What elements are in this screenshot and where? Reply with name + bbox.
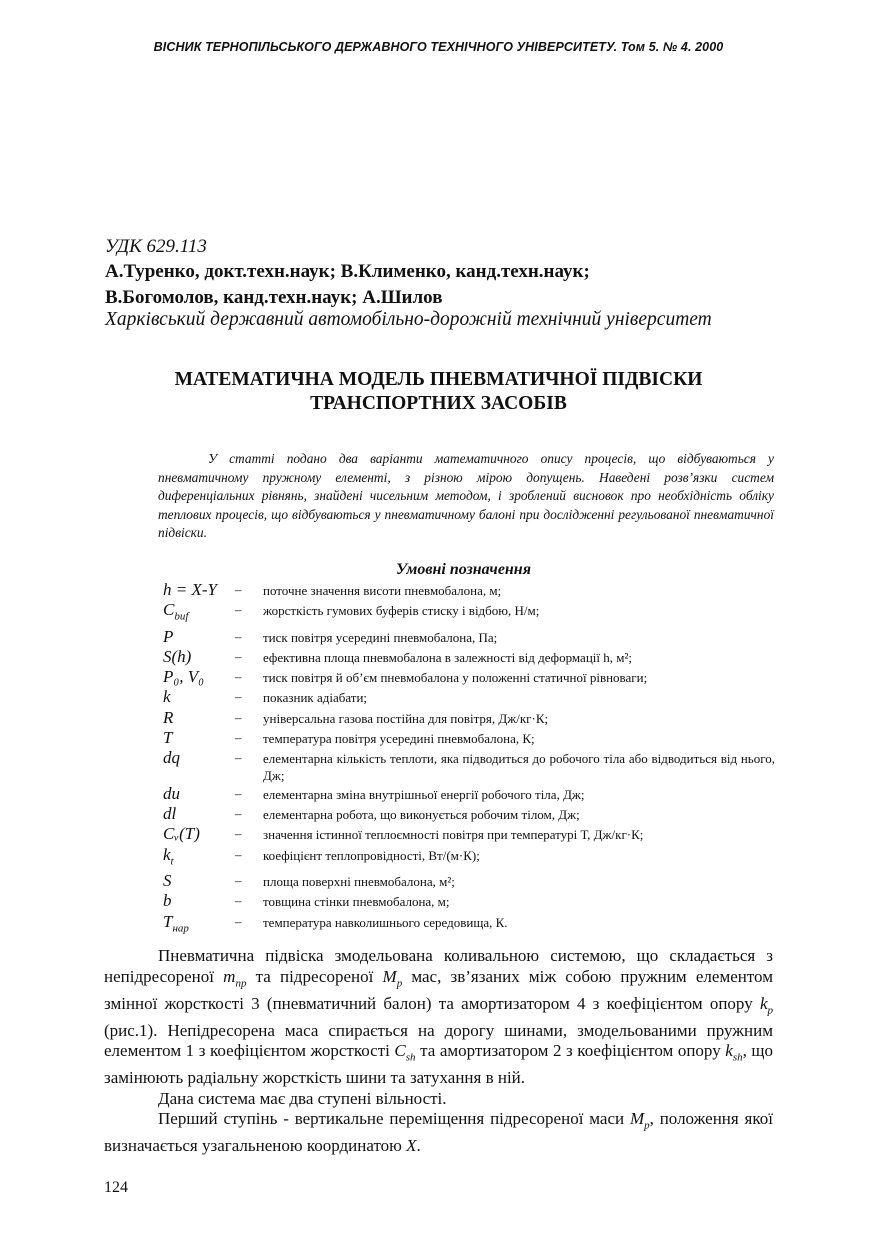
symbol-sub: p	[644, 1119, 650, 1132]
nomenclature-symbol	[163, 784, 235, 804]
symbol-base: du	[163, 784, 180, 804]
nomenclature-row	[163, 600, 775, 627]
symbol-k-sh	[725, 1041, 743, 1064]
symbol-base: S(h)	[163, 647, 192, 666]
symbol-m-np	[223, 966, 247, 989]
nomenclature-definition: ефективна площа пневмобалона в залежності від деформації h, м²;	[263, 650, 632, 665]
symbol-base: P	[163, 626, 174, 646]
body-text	[104, 946, 773, 1157]
nomenclature-dash: –	[235, 689, 242, 705]
symbol-base: k	[759, 993, 768, 1013]
udk-code: УДК 629.113	[105, 236, 207, 257]
symbol-sub: пр	[235, 976, 247, 989]
nomenclature-row	[163, 871, 775, 891]
nomenclature-symbol	[163, 804, 235, 824]
abstract: У статті подано два варіанти математичного опису процесів, що відбуваються у пневматичному пружному елементі, з різною мірою допущень. Наведені розв’язки систем диференціальних рівнянь, знайдені чисельним методом, і зроблений висновок про необхідність обліку теплових процесів, що відбуваються у пневматичному балоні при дослідженні регульованої пневматичної підвіски.	[158, 451, 774, 540]
text-span: (рис.1). Непідресорена маса спирається на дорогу шинами, змодельованими пружним елементом 1 з коефіцієнтом жорсткості	[104, 1020, 773, 1061]
symbol-base: Cᵥ(T)	[163, 824, 200, 844]
text-span: , що замінюють радіальну жорсткість шини та затухання в ній.	[104, 1041, 773, 1088]
page-number: 124	[104, 1179, 128, 1196]
nomenclature-definition: товщина стінки пневмобалона, м;	[263, 894, 450, 910]
symbol-subscript: buf	[174, 610, 189, 623]
nomenclature-symbol	[163, 845, 235, 872]
paragraph-1	[104, 946, 773, 1089]
symbol-base: M	[382, 966, 397, 986]
nomenclature-dash: –	[235, 786, 242, 802]
nomenclature-symbol	[163, 600, 235, 627]
symbol-base: k	[163, 687, 171, 707]
nomenclature-dash: –	[235, 806, 242, 822]
symbol-base: T	[163, 727, 173, 747]
nomenclature-dash: –	[235, 669, 242, 685]
nomenclature-row	[163, 804, 775, 824]
nomenclature-symbol	[163, 627, 235, 647]
nomenclature-symbol	[163, 824, 235, 844]
symbol-sub: p	[396, 976, 403, 989]
paper-title	[0, 368, 877, 416]
nomenclature-definition: тиск повітря усередині пневмобалона, Па;	[263, 629, 498, 645]
nomenclature-row	[163, 784, 775, 804]
symbol-subscript: t	[170, 855, 174, 868]
text-span: Перший ступінь - вертикальне переміщення підресореної маси	[158, 1109, 630, 1129]
symbol-base: dq	[163, 748, 180, 768]
text-span: Пневматична підвіска змодельована коливальною системою, що складається з непідресореної	[104, 946, 773, 986]
nomenclature-dash: –	[235, 628, 242, 644]
nomenclature-row	[163, 687, 775, 707]
nomenclature-row	[163, 728, 775, 748]
symbol-C-sh	[394, 1041, 416, 1064]
symbol-base: T	[163, 911, 173, 931]
symbol-base: k	[163, 844, 171, 864]
nomenclature-definition: показник адіабати;	[263, 690, 368, 706]
nomenclature-dash: –	[235, 582, 242, 597]
text-span: .	[416, 1136, 421, 1156]
nomenclature-symbol	[163, 647, 235, 667]
nomenclature-row	[163, 627, 775, 647]
text-span: та підресореної	[246, 966, 383, 986]
symbol-base: R	[163, 707, 174, 727]
nomenclature-row	[163, 845, 775, 872]
symbol-sub: sh	[405, 1051, 416, 1064]
symbol-base: P₀, V₀	[163, 667, 205, 687]
nomenclature-definition: елементарна зміна внутрішньої енергії робочого тіла, Дж;	[263, 787, 585, 803]
nomenclature-definition: жорсткість гумових буферів стиску і відбою, Н/м;	[263, 603, 540, 619]
nomenclature-dash: –	[235, 893, 242, 909]
symbol-M-p	[382, 966, 403, 989]
nomenclature-row	[163, 647, 775, 667]
nomenclature-definition: поточне значення висоти пневмобалона, м;	[263, 583, 502, 598]
nomenclature-symbol	[163, 912, 235, 939]
nomenclature-dash: –	[235, 709, 242, 725]
symbol-X: X	[406, 1136, 417, 1156]
symbol-base: k	[725, 1041, 733, 1061]
nomenclature-row	[163, 580, 775, 600]
nomenclature-symbol	[163, 667, 235, 687]
title-line-2: ТРАНСПОРТНИХ ЗАСОБІВ	[310, 393, 567, 414]
nomenclature-dash: –	[235, 602, 242, 618]
nomenclature-symbol	[163, 580, 235, 600]
symbol-subscript: нар	[172, 922, 189, 935]
affiliation: Харківський державний автомобільно-дорожній технічний університет	[105, 309, 712, 330]
nomenclature-row	[163, 824, 775, 844]
nomenclature-definition: коефіцієнт теплопровідності, Вт/(м·К);	[263, 847, 480, 863]
nomenclature-row	[163, 891, 775, 911]
symbol-sub: p	[767, 1003, 773, 1016]
symbol-base: h = X-Y	[163, 580, 217, 599]
symbol-k-p	[759, 993, 773, 1016]
nomenclature-symbol	[163, 748, 235, 768]
text-span: та амортизатором 2 з коефіцієнтом опору	[415, 1041, 726, 1061]
nomenclature-dash: –	[235, 649, 242, 664]
nomenclature-symbol	[163, 871, 235, 891]
nomenclature-dash: –	[235, 873, 242, 889]
nomenclature-row	[163, 748, 775, 784]
symbol-base: C	[163, 600, 175, 620]
nomenclature-definition: значення істинної теплоємності повітря при температурі Т, Дж/кг·К;	[263, 827, 644, 843]
nomenclature-symbol	[163, 891, 235, 911]
nomenclature-symbol	[163, 687, 235, 707]
nomenclature-row	[163, 667, 775, 687]
paragraph-2: Дана система має два ступені вільності.	[158, 1088, 447, 1108]
symbol-base: m	[223, 966, 236, 986]
symbol-base: M	[629, 1109, 645, 1129]
nomenclature-definition: елементарна кількість теплоти, яка підводиться до робочого тіла або відводиться від нього, Дж;	[263, 751, 775, 784]
nomenclature-dash: –	[235, 913, 242, 929]
nomenclature-definition: площа поверхні пневмобалона, м²;	[263, 874, 455, 890]
text-span: , положення якої визначається узагальненою координатою	[104, 1109, 773, 1156]
paragraph-3	[104, 1109, 773, 1157]
nomenclature-definition: тиск повітря й об’єм пневмобалона у положенні статичної рівноваги;	[263, 670, 648, 686]
text-span: мас, зв’язаних між собою пружним елементом змінної жорсткості 3 (пневматичний балон) та амортизатором 4 з коефіцієнтом опору	[104, 966, 773, 1013]
nomenclature-row	[163, 912, 775, 939]
symbol-base: dl	[163, 804, 177, 824]
nomenclature-list	[163, 580, 775, 938]
nomenclature-symbol	[163, 728, 235, 748]
nomenclature-row	[163, 708, 775, 728]
nomenclature-dash: –	[235, 846, 242, 862]
symbol-base: b	[163, 891, 172, 911]
authors-line-1: А.Туренко, докт.техн.наук; В.Клименко, канд.техн.наук;	[105, 261, 590, 282]
nomenclature-title: Умовні позначення	[396, 561, 531, 578]
nomenclature-dash: –	[235, 729, 242, 745]
authors-line-2: В.Богомолов, канд.техн.наук; А.Шилов	[105, 287, 443, 308]
nomenclature-symbol	[163, 708, 235, 728]
nomenclature-definition: температура повітря усередині пневмобалона, К;	[263, 730, 535, 746]
journal-header: ВІСНИК ТЕРНОПІЛЬСЬКОГО ДЕРЖАВНОГО ТЕХНІЧНОГО УНІВЕРСИТЕТУ. Том 5. № 4. 2000	[153, 40, 724, 54]
symbol-base: C	[394, 1041, 406, 1061]
nomenclature-definition: температура навколишнього середовища, К.	[263, 914, 508, 930]
authors	[105, 259, 590, 311]
symbol-M-p	[629, 1109, 650, 1132]
nomenclature-definition: елементарна робота, що виконується робочим тілом, Дж;	[263, 807, 580, 823]
symbol-sub: sh	[732, 1051, 743, 1064]
nomenclature-definition: універсальна газова постійна для повітря, Дж/кг·К;	[263, 710, 549, 726]
nomenclature-dash: –	[235, 750, 242, 766]
symbol-base: S	[163, 871, 172, 891]
nomenclature-dash: –	[235, 826, 242, 842]
title-line-1: МАТЕМАТИЧНА МОДЕЛЬ ПНЕВМАТИЧНОЇ ПІДВІСКИ	[174, 369, 703, 390]
